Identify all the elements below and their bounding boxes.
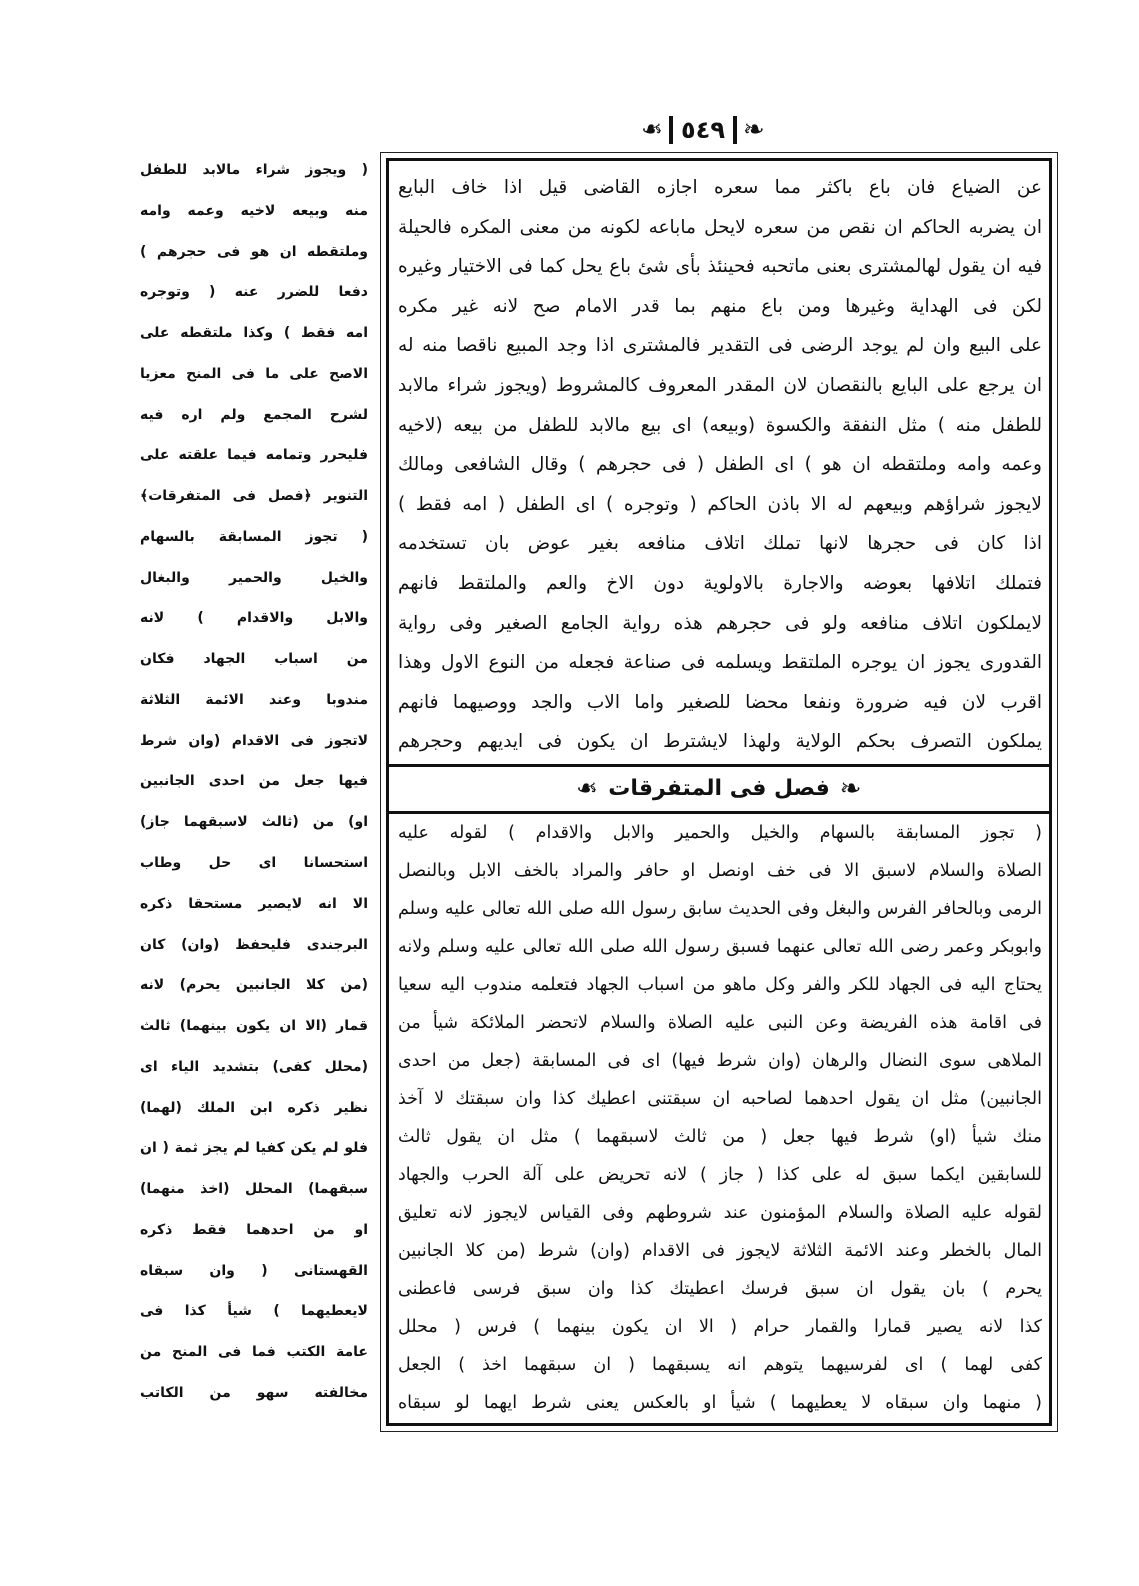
margin-text-line: لايعطيهما ) شيأ كذا فى	[140, 1303, 368, 1320]
margin-text-line: مندوبا وعند الائمة الثلاثة	[140, 691, 368, 708]
fleuron-ornament-icon: ❧	[641, 115, 664, 145]
margin-text-line: سبقهما) المحلل (اخذ منهما)	[140, 1181, 368, 1198]
margin-text-line: والخيل والحمير والبغال	[140, 569, 368, 586]
margin-text-line: امه فقط ) وكذا ملتقطه على	[140, 325, 368, 342]
margin-text-line: ( ويجوز شراء مالابد للطفل	[140, 162, 368, 178]
text-line: لقوله عليه الصلاة والسلام المؤمنون عند شروطهم وفى القياس لايجوز لانه تعليق	[398, 1203, 1042, 1223]
text-line: لايملكون اتلاف منافعه ولو فى حجرهم هذه رواية الجامع الصغير وفى رواية	[398, 612, 1042, 634]
margin-text-line: مخالفته سهو من الكاتب	[140, 1384, 368, 1401]
text-line: الجانبين) مثل ان يقول احدهما لصاحبه ان سبقتنى اعطيك كذا وان سبقتك لا آخذ	[398, 1089, 1042, 1109]
margin-text-line: البرجندى فليحفظ (وان) كان	[140, 936, 368, 953]
margin-text-line: والابل والاقدام ) لانه	[140, 610, 368, 627]
text-line: الملاهى سوى النضال والرهان (وان شرط فيها) اى فى المسابقة (جعل من احدى	[398, 1051, 1042, 1071]
text-line: للطفل منه ) مثل النفقة والكسوة (وبيعه) اى بيع مالابد للطفل من بيعه (لاخيه	[398, 414, 1042, 436]
text-line: يحتاج اليه فى الجهاد للكر والفر وكل ماهو من اسباب الجهاد فتعلمه مندوب اليه سعيا	[398, 975, 1042, 995]
margin-text-line: (من كلا الجانبين يحرم) لانه	[140, 977, 368, 994]
text-line: كفى لهما ) اى لفرسيهما يتوهم انه يسبقهما ( ان سبقهما اخذ ) الجعل	[398, 1355, 1042, 1375]
margin-text-line: قمار (الا ان يكون بينهما) ثالث	[140, 1018, 368, 1035]
text-line: منك شيأ (او) شرط فيها جعل ( من ثالث لاسبقهما ) مثل ان يقول ثالث	[398, 1127, 1042, 1147]
text-line: لايجوز شراؤهم وبيعهم له الا باذن الحاكم ( وتوجره ) اى الطفل ( امه فقط )	[398, 493, 1042, 515]
margin-text-line: (محلل كفى) بتشديد الياء اى	[140, 1058, 368, 1075]
text-line: لكن فى الهداية وغيرها ومن باع منهم بما قدر الامام صح لانه غير مكره	[398, 295, 1042, 317]
margin-text-line: دفعا للضرر عنه ( وتوجره	[140, 284, 368, 301]
margin-text-line: نظير ذكره ابن الملك (لهما)	[140, 1099, 368, 1116]
text-line: عن الضياع فان باع باكثر مما سعره اجازه القاضى قيل اذا خاف البايع	[398, 177, 1042, 198]
text-line: ان يضربه الحاكم ان نقص من سعره لايحل ماباعه لكونه من معنى المكره فالحيلة	[398, 216, 1042, 238]
text-line: ان يرجع على البايع بالنقصان لان المقدر المعروف كالمشروط (ويجوز شراء مالابد	[398, 374, 1042, 396]
text-line: وعمه وامه وملتقطه ان هو ) اى الطفل ( فى حجرهم ) وقال الشافعى ومالك	[398, 454, 1042, 476]
fleuron-ornament-icon: ❧	[839, 774, 862, 804]
margin-text-line: فليحرر وتمامه فيما علقته على	[140, 447, 368, 464]
fleuron-ornament-icon: ❧	[576, 774, 599, 804]
section-separator	[386, 764, 1052, 814]
margin-text-line: الاصح على ما فى المنح معزيا	[140, 365, 368, 382]
margin-text-line: القهستانى ( وان سبقاه	[140, 1262, 368, 1279]
text-line: فيه ان يقول لهالمشترى بعنى ماتحبه فحينئذ بأى شئ باع يحل كما فى الاختيار وغيره	[398, 256, 1042, 278]
main-text-upper-block	[398, 168, 1042, 762]
text-line: ( منهما وان سبقاه لا يعطيهما ) شيأ او بالعكس يعنى شرط ايهما لو سبقاه	[398, 1393, 1042, 1413]
margin-text-line: او من احدهما فقط ذكره	[140, 1221, 368, 1238]
margin-text-line: عامة الكتب فما فى المنح من	[140, 1344, 368, 1361]
text-line: وابوبكر وعمر رضى الله تعالى عنهما فسبق رسول الله صلى الله تعالى عليه وسلم ولانه	[398, 937, 1042, 957]
text-line: على البيع وان لم يوجد الرضى فى التقدير فالمشترى اذا وجد المبيع ناقصا منه له	[398, 335, 1042, 357]
text-line: المال بالخطر وعند الائمة الثلاثة لايجوز فى الاقدام (وان) شرط (من كلا الجانبين	[398, 1241, 1042, 1261]
text-line: للسابقين ايكما سبق له على كذا ( جاز ) لانه تحريض على آلة الحرب والجهاد	[398, 1165, 1042, 1185]
margin-text-line: فيها جعل من احدى الجانبين	[140, 773, 368, 790]
text-line: كذا لانه يصير قمارا والقمار حرام ( الا ان يكون بينهما ) فرس ( محلل	[398, 1317, 1042, 1337]
margin-text-line: ( تجوز المسابقة بالسهام	[140, 528, 368, 545]
text-line: الصلاة والسلام لاسبق الا فى خف اونصل او حافر والمراد بالخف الابل وبالنصل	[398, 861, 1042, 881]
text-line: اذا كان فى حجرها لانها تملك اتلاف منافعه بغير عوض بان تستخدمه	[398, 533, 1042, 555]
text-line: فى اقامة هذه الفريضة وعن النبى عليه الصلاة والسلام لاتحضر الملائكة شيأ من	[398, 1013, 1042, 1033]
text-line: يحرم ) بان يقول ان سبق فرسك اعطيتك كذا وان سبق فرسى فاعطنى	[398, 1279, 1042, 1299]
margin-commentary-column	[140, 150, 368, 1414]
text-line: ( تجوز المسابقة بالسهام والخيل والحمير والابل والاقدام ) لقوله عليه	[398, 823, 1042, 843]
margin-text-line: وملتقطه ان هو فى حجرهم )	[140, 243, 368, 260]
page-number-header	[628, 110, 778, 150]
margin-text-line: لشرح المجمع ولم اره فيه	[140, 406, 368, 423]
margin-text-line: او) من (ثالث لاسبقهما جاز)	[140, 814, 368, 831]
text-line: الرمى وبالحافر الفرس والبغل وفى الحديث سابق رسول الله صلى الله تعالى عليه وسلم	[398, 899, 1042, 919]
main-text-lower-block	[398, 814, 1042, 1422]
margin-text-line: لاتجوز فى الاقدام (وان شرط	[140, 732, 368, 749]
margin-text-line: منه وبيعه لاخيه وعمه وامه	[140, 202, 368, 219]
text-line: فتملك اتلافها بعوضه والاجارة بالاولوية دون الاخ والعم والملتقط فانهم	[398, 572, 1042, 594]
text-line: القدورى يجوز ان يوجره الملتقط ويسلمه فى صناعة فجعله من النوع الاول وهذا	[398, 652, 1042, 674]
page-number: ٥٤٩	[669, 116, 737, 144]
section-title: فصل فى المتفرقات	[608, 776, 830, 801]
text-line: يملكون التصرف بحكم الولاية ولهذا لايشترط ان يكون فى ايديهم وحجرهم	[398, 731, 1042, 753]
margin-text-line: من اسباب الجهاد فكان	[140, 651, 368, 668]
fleuron-ornament-icon: ❧	[742, 115, 765, 145]
margin-text-line: فلو لم يكن كفيا لم يجز ثمة ( ان	[140, 1140, 368, 1157]
text-line: اقرب لان فيه ضرورة ونفعا محضا للصغير واما الاب والجد ووصيهما فانهم	[398, 691, 1042, 713]
margin-text-line: التنوير ﴿فصل فى المتفرقات﴾	[140, 488, 368, 505]
margin-text-line: استحسانا اى حل وطاب	[140, 855, 368, 872]
margin-text-line: الا انه لايصير مستحقا ذكره	[140, 895, 368, 912]
